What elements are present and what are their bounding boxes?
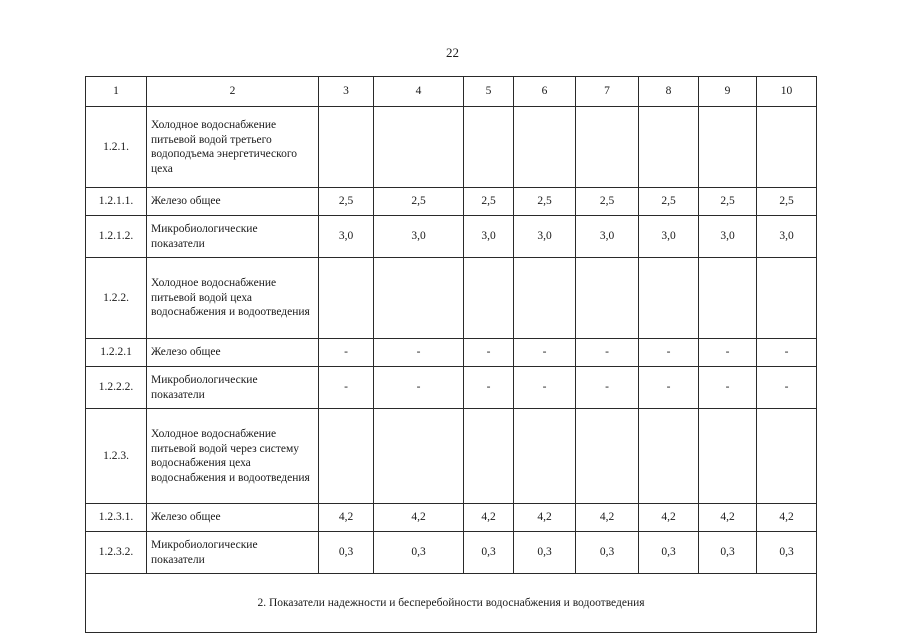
value-cell: - [319, 339, 374, 367]
value-cell: 0,3 [319, 532, 374, 574]
value-cell: 3,0 [699, 216, 757, 258]
column-header: 3 [319, 77, 374, 107]
value-cell: 2,5 [514, 188, 576, 216]
value-cell [757, 107, 817, 188]
page-number: 22 [446, 45, 459, 60]
row-name: Микробиологические показатели [147, 532, 319, 574]
value-cell [514, 258, 576, 339]
value-cell: 4,2 [757, 504, 817, 532]
row-number: 1.2.1.2. [86, 216, 147, 258]
table-row [86, 339, 817, 367]
row-name: Железо общее [147, 188, 319, 216]
value-cell: 2,5 [757, 188, 817, 216]
row-number: 1.2.3.1. [86, 504, 147, 532]
column-header: 1 [86, 77, 147, 107]
table-row [86, 107, 817, 188]
value-cell: 3,0 [374, 216, 464, 258]
table-row [86, 409, 817, 504]
value-cell [757, 409, 817, 504]
table-row [86, 504, 817, 532]
value-cell: 3,0 [757, 216, 817, 258]
value-cell: 2,5 [699, 188, 757, 216]
value-cell: 2,5 [374, 188, 464, 216]
table-row [86, 216, 817, 258]
value-cell [639, 107, 699, 188]
value-cell: 3,0 [576, 216, 639, 258]
value-cell [374, 258, 464, 339]
table-row [86, 258, 817, 339]
row-number: 1.2.1.1. [86, 188, 147, 216]
value-cell: - [757, 339, 817, 367]
value-cell: - [319, 367, 374, 409]
value-cell: 3,0 [464, 216, 514, 258]
value-cell: 4,2 [639, 504, 699, 532]
value-cell [374, 409, 464, 504]
value-cell [576, 409, 639, 504]
value-cell [464, 409, 514, 504]
value-cell: 3,0 [319, 216, 374, 258]
value-cell [464, 258, 514, 339]
value-cell: - [464, 339, 514, 367]
value-cell: 2,5 [639, 188, 699, 216]
value-cell: - [374, 367, 464, 409]
column-header: 5 [464, 77, 514, 107]
section-heading-row [86, 574, 817, 633]
section-heading: 2. Показатели надежности и бесперебойности водоснабжения и водоотведения [86, 574, 817, 633]
table-row [86, 367, 817, 409]
column-header: 8 [639, 77, 699, 107]
value-cell: - [699, 339, 757, 367]
value-cell [576, 258, 639, 339]
value-cell: 0,3 [464, 532, 514, 574]
value-cell: - [576, 367, 639, 409]
row-name: Микробиологические показатели [147, 216, 319, 258]
value-cell: 0,3 [757, 532, 817, 574]
value-cell: 4,2 [514, 504, 576, 532]
value-cell: 4,2 [464, 504, 514, 532]
value-cell: 0,3 [639, 532, 699, 574]
value-cell: 2,5 [576, 188, 639, 216]
column-header: 7 [576, 77, 639, 107]
value-cell [639, 409, 699, 504]
value-cell: 2,5 [464, 188, 514, 216]
value-cell [699, 258, 757, 339]
value-cell [319, 409, 374, 504]
indicators-table [85, 76, 817, 633]
table-row [86, 188, 817, 216]
value-cell [464, 107, 514, 188]
value-cell [757, 258, 817, 339]
value-cell: 4,2 [576, 504, 639, 532]
value-cell: - [639, 367, 699, 409]
value-cell: - [374, 339, 464, 367]
value-cell [639, 258, 699, 339]
value-cell: 0,3 [699, 532, 757, 574]
value-cell: 0,3 [576, 532, 639, 574]
row-number: 1.2.2. [86, 258, 147, 339]
value-cell: - [514, 339, 576, 367]
value-cell: 0,3 [514, 532, 576, 574]
column-header: 10 [757, 77, 817, 107]
value-cell: 4,2 [699, 504, 757, 532]
value-cell: - [576, 339, 639, 367]
value-cell: 4,2 [374, 504, 464, 532]
row-number: 1.2.3. [86, 409, 147, 504]
value-cell [699, 107, 757, 188]
value-cell: 0,3 [374, 532, 464, 574]
row-number: 1.2.2.1 [86, 339, 147, 367]
column-header: 4 [374, 77, 464, 107]
value-cell: - [464, 367, 514, 409]
row-name: Микробиологические показатели [147, 367, 319, 409]
row-number: 1.2.2.2. [86, 367, 147, 409]
value-cell: - [757, 367, 817, 409]
value-cell: 3,0 [514, 216, 576, 258]
value-cell [374, 107, 464, 188]
value-cell [576, 107, 639, 188]
value-cell [319, 258, 374, 339]
row-name: Железо общее [147, 504, 319, 532]
row-number: 1.2.1. [86, 107, 147, 188]
column-header: 2 [147, 77, 319, 107]
value-cell [514, 409, 576, 504]
value-cell [514, 107, 576, 188]
table-row [86, 532, 817, 574]
row-name: Железо общее [147, 339, 319, 367]
row-name: Холодное водоснабжение питьевой водой цеха водоснабжения и водоотведения [147, 258, 319, 339]
value-cell [699, 409, 757, 504]
value-cell: - [699, 367, 757, 409]
value-cell: 2,5 [319, 188, 374, 216]
column-header: 6 [514, 77, 576, 107]
value-cell: 3,0 [639, 216, 699, 258]
row-number: 1.2.3.2. [86, 532, 147, 574]
row-name: Холодное водоснабжение питьевой водой третьего водоподъема энергетического цеха [147, 107, 319, 188]
value-cell [319, 107, 374, 188]
value-cell: 4,2 [319, 504, 374, 532]
row-name: Холодное водоснабжение питьевой водой через систему водоснабжения цеха водоснабжения и водоотведения [147, 409, 319, 504]
value-cell: - [514, 367, 576, 409]
table-header-row [86, 77, 817, 107]
column-header: 9 [699, 77, 757, 107]
value-cell: - [639, 339, 699, 367]
